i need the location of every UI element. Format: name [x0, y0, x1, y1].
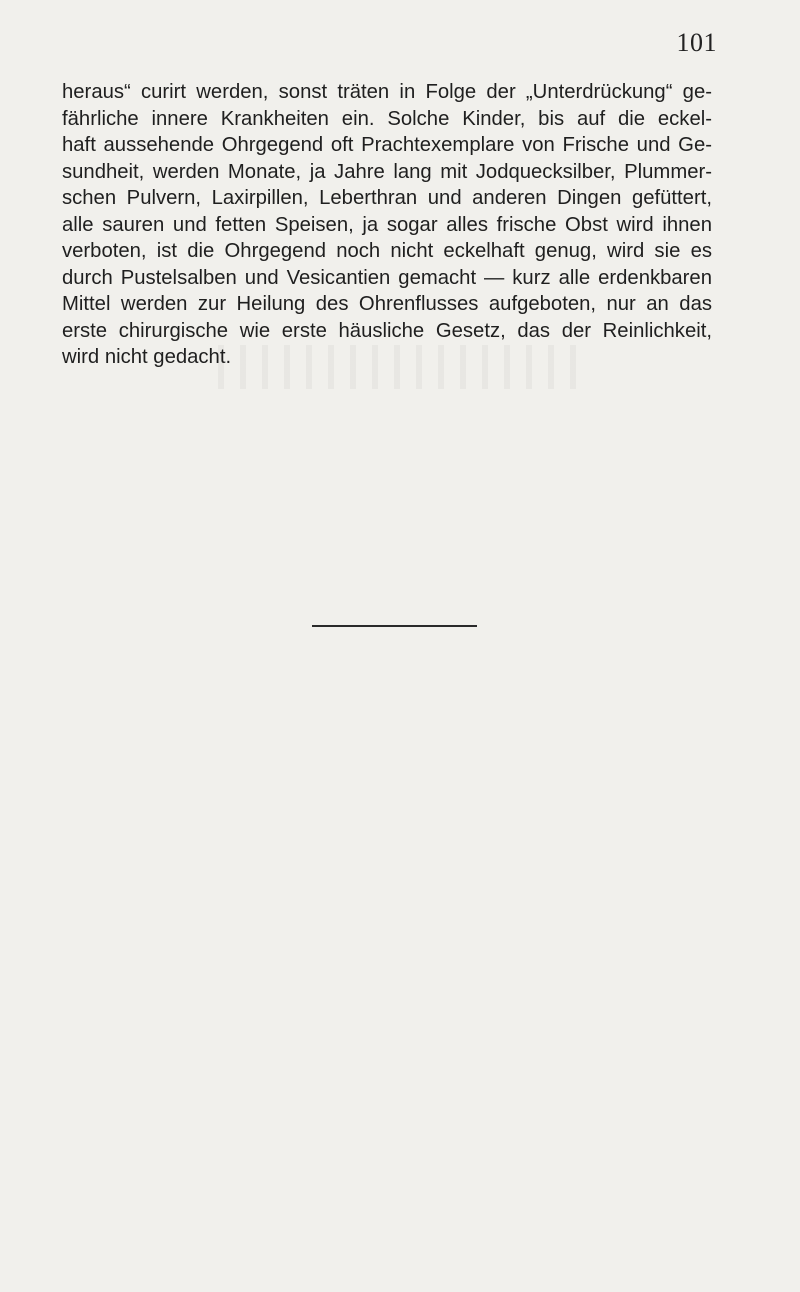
section-divider-rule: [312, 625, 477, 627]
body-paragraph: [62, 79, 712, 371]
text-line: schen Pulvern, Laxirpillen, Leberthran und anderen Dingen gefüttert,: [62, 187, 712, 209]
text-line: heraus“ curirt werden, sonst träten in Folge der „Unterdrückung“ ge-: [62, 81, 712, 103]
page-number: 101: [676, 28, 717, 57]
text-line: fährliche innere Krankheiten ein. Solche Kinder, bis auf die eckel-: [62, 107, 712, 130]
text-line: verboten, ist die Ohrgegend noch nicht eckelhaft genug, wird sie es: [62, 240, 712, 262]
text-line: wird nicht gedacht.: [62, 346, 232, 368]
text-line: haft aussehende Ohrgegend oft Prachtexemplare von Frische und Ge-: [62, 134, 712, 156]
text-line: alle sauren und fetten Speisen, ja sogar alles frische Obst wird ihnen: [62, 213, 712, 236]
text-line: durch Pustelsalben und Vesicantien gemacht — kurz alle erdenkbaren: [62, 266, 712, 289]
text-line: sundheit, werden Monate, ja Jahre lang mit Jodquecksilber, Plummer-: [62, 160, 712, 183]
text-line: erste chirurgische wie erste häusliche Gesetz, das der Reinlichkeit,: [62, 319, 712, 342]
text-line: Mittel werden zur Heilung des Ohrenflusses aufgeboten, nur an das: [62, 293, 712, 315]
